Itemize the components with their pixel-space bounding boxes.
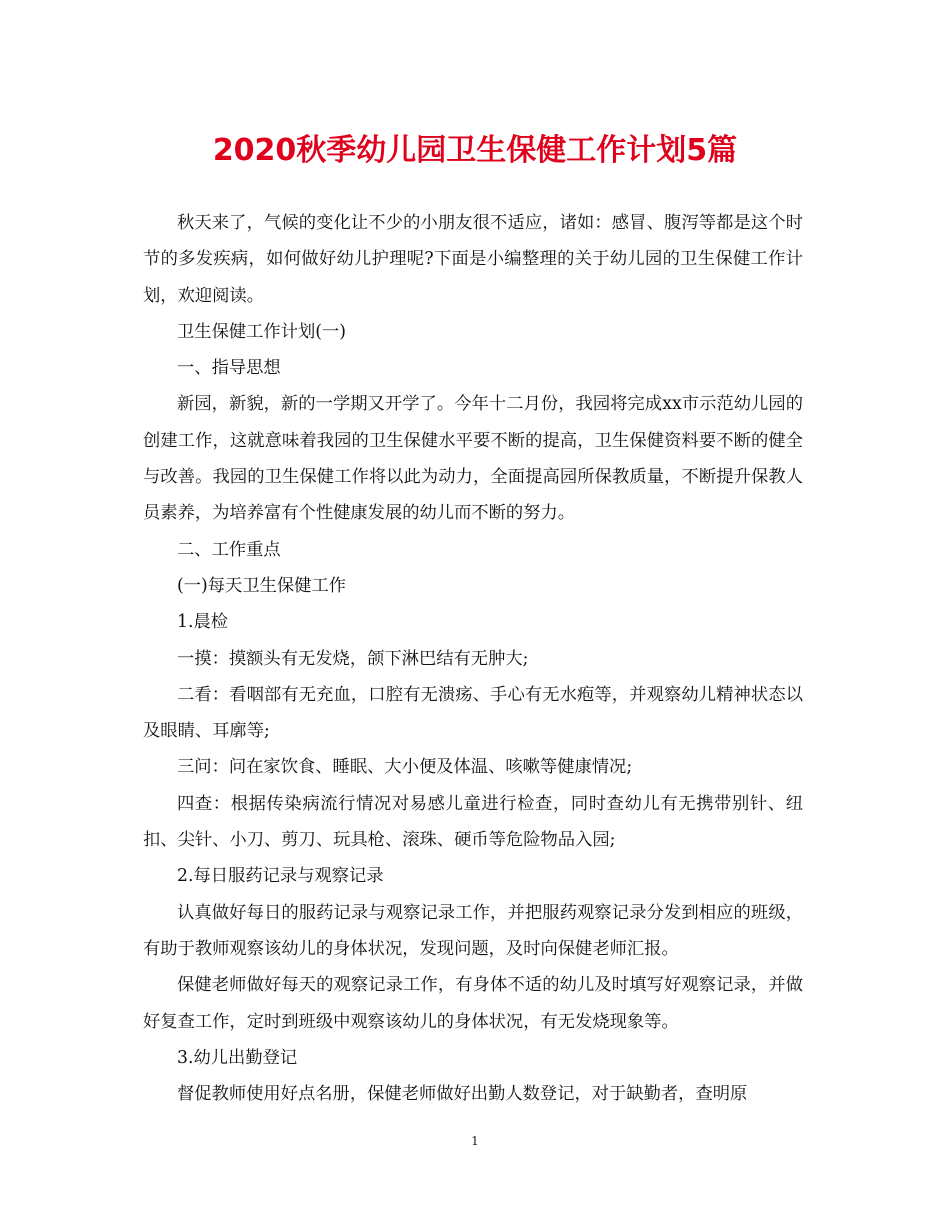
- paragraph-inspect: 四查：根据传染病流行情况对易感儿童进行检查，同时查幼儿有无携带别针、纽扣、尖针、小刀、剪刀、玩具枪、滚珠、硬币等危险物品入园;: [143, 793, 803, 851]
- document-title: 2020秋季幼儿园卫生保健工作计划5篇: [212, 133, 738, 168]
- paragraph-ask: 三问：问在家饮食、睡眠、大小便及体温、咳嗽等健康情况;: [177, 757, 633, 778]
- item-attendance: 3.幼儿出勤登记: [177, 1047, 298, 1068]
- document-body: [143, 205, 803, 1112]
- paragraph-look: 二看：看咽部有无充血，口腔有无溃疡、手心有无水疱等，并观察幼儿精神状态以及眼睛、耳廓等;: [143, 684, 803, 742]
- paragraph-observation-record: 保健老师做好每天的观察记录工作，有身体不适的幼儿及时填写好观察记录，并做好复查工作，定时到班级中观察该幼儿的身体状况，有无发烧现象等。: [143, 975, 803, 1032]
- paragraph-guiding-ideology: 新园，新貌，新的一学期又开学了。今年十二月份，我园将完成xx市示范幼儿园的创建工作，这就意味着我园的卫生保健水平要不断的提高，卫生保健资料要不断的健全与改善。我园的卫生保健工作将以此为动力，全面提高园所保教质量，不断提升保教人员素养，为培养富有个性健康发展的幼儿而不断的努力。: [143, 394, 803, 524]
- paragraph-medication-record: 认真做好每日的服药记录与观察记录工作，并把服药观察记录分发到相应的班级，有助于教师观察该幼儿的身体状况，发现问题，及时向保健老师汇报。: [143, 902, 803, 959]
- page-number: 1: [471, 1134, 479, 1148]
- heading-guiding-ideology: 一、指导思想: [177, 358, 281, 379]
- paragraph-attendance: 督促教师使用好点名册，保健老师做好出勤人数登记，对于缺勤者，查明原: [177, 1084, 748, 1105]
- item-morning-check: 1.晨检: [177, 612, 229, 633]
- item-medication-record: 2.每日服药记录与观察记录: [177, 866, 384, 887]
- paragraph-intro: 秋天来了，气候的变化让不少的小朋友很不适应，诸如：感冒、腹泻等都是这个时节的多发疾病，如何做好幼儿护理呢?下面是小编整理的关于幼儿园的卫生保健工作计划，欢迎阅读。: [143, 213, 803, 306]
- subheading-daily-work: (一)每天卫生保健工作: [177, 575, 347, 596]
- section-heading-plan-1: 卫生保健工作计划(一): [177, 321, 347, 342]
- heading-work-focus: 二、工作重点: [177, 539, 281, 560]
- paragraph-touch: 一摸：摸额头有无发烧，颌下淋巴结有无肿大;: [177, 648, 529, 669]
